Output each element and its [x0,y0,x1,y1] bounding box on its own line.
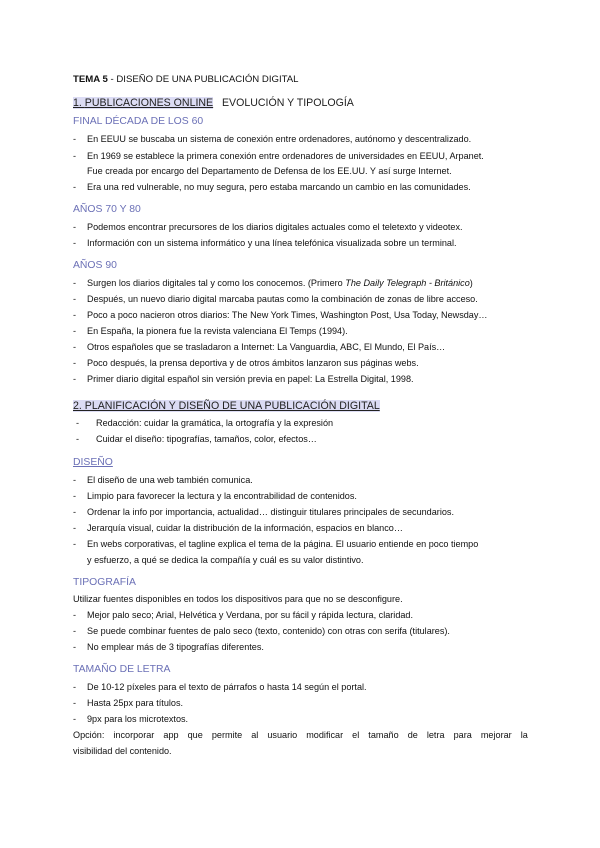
subheading-diseno: DISEÑO [73,457,113,468]
list-item-text: En España, la pionera fue la revista valenciana El Temps (1994). [87,326,348,336]
list-item-text: Cuidar el diseño: tipografías, tamaños, color, efectos… [96,434,317,444]
option-word: letra [426,730,445,740]
option-word: incorporar [113,730,155,740]
list-item-text: Limpio para favorecer la lectura y la encontrabilidad de contenidos. [87,491,357,501]
paragraph: Utilizar fuentes disponibles en todos los dispositivos para que no se desconfigure. [73,594,403,604]
list-item-text: Otros españoles que se trasladaron a Internet: La Vanguardia, ABC, El Mundo, El País… [87,342,446,352]
section-1-number: 1. [73,97,85,109]
bullet-dash: - [76,418,80,428]
option-word: tamaño [368,730,399,740]
list-item-text: En webs corporativas, el tagline explica el tema de la página. El usuario entiende en poco tiempo [87,539,479,549]
subheading-tipografia: TIPOGRAFÍA [73,577,136,588]
option-word: la [520,730,528,740]
bullet-dash: - [76,434,80,444]
section-heading-1 [73,97,354,109]
bullet-dash: - [73,539,77,549]
section-heading-2 [73,400,380,412]
list-item-text: Poco después, la prensa deportiva y de otros ámbitos lanzaron sus páginas webs. [87,358,419,368]
section-1-subtitle: EVOLUCIÓN Y TIPOLOGÍA [213,97,354,109]
bullet-dash: - [73,626,77,636]
list-item-text: No emplear más de 3 tipografías diferentes. [87,642,264,652]
page-title [73,74,299,85]
bullet-dash: - [73,151,77,161]
list-item-text: Poco a poco nacieron otros diarios: The New York Times, Washington Post, Usa Today, Newsday… [87,310,488,320]
bullet-dash: - [73,374,77,384]
subheading-90s: AÑOS 90 [73,260,117,271]
section-1-highlight [73,97,213,109]
list-item-text: Jerarquía visual, cuidar la distribución de la información, espacios en blanco… [87,523,403,533]
list-item-text: En 1969 se establece la primera conexión entre ordenadores de universidades en EEUU, Arpanet. [87,151,484,161]
bullet-dash: - [73,182,77,192]
list-item-text: Ordenar la info por importancia, actualidad… distinguir titulares principales de secundarios. [87,507,454,517]
bullet-dash: - [73,475,77,485]
list-item-text: 9px para los microtextos. [87,714,189,724]
option-word: mejorar [480,730,512,740]
list-item-text: En EEUU se buscaba un sistema de conexión entre ordenadores, autónomo y descentralizado. [87,134,472,144]
list-item-text: Podemos encontrar precursores de los diarios digitales actuales como el teletexto y videotex. [87,222,463,232]
option-word: de [407,730,418,740]
list-item-text: Se puede combinar fuentes de palo seco (texto, contenido) con otras con serifa (titulares). [87,626,450,636]
section-1-label: PUBLICACIONES ONLINE [84,97,214,109]
bullet-dash: - [73,238,77,248]
option-word: para [453,730,472,740]
title-rest: - DISEÑO DE UNA PUBLICACIÓN DIGITAL [107,74,299,85]
bullet-dash: - [73,642,77,652]
list-item-text: Mejor palo seco; Arial, Helvética y Verdana, por su fácil y rápida lectura, claridad. [87,610,414,620]
option-word: permite [211,730,243,740]
list-item-continuation: y esfuerzo, a qué se dedica la compañía y cuál es su valor distintivo. [87,555,364,565]
option-paragraph [73,730,528,740]
bullet-dash: - [73,134,77,144]
list-item-text: Era una red vulnerable, no muy segura, pero estaba marcando un cambio en las comunidades. [87,182,471,192]
bullet-dash: - [73,523,77,533]
subheading-60s: FINAL DÉCADA DE LOS 60 [73,116,204,127]
subheading-70s-80s: AÑOS 70 Y 80 [73,204,141,215]
bullet-dash: - [73,310,77,320]
list-item-text: Después, un nuevo diario digital marcaba pautas como la combinación de zonas de libre acceso. [87,294,478,304]
list-item-text: Información con un sistema informático y una línea telefónica visualizada sobre un terminal. [87,238,457,248]
item-text-italic: The Daily Telegraph - Británico [345,278,470,288]
paragraph-continuation: visibilidad del contenido. [73,746,172,756]
bullet-dash: - [73,610,77,620]
bullet-dash: - [73,358,77,368]
list-item-text: Redacción: cuidar la gramática, la ortografía y la expresión [96,418,334,428]
title-bold: TEMA 5 [73,74,108,85]
bullet-dash: - [73,491,77,501]
bullet-dash: - [73,294,77,304]
option-word: app [163,730,179,740]
item-text-post: ) [469,278,473,288]
bullet-dash: - [73,278,77,288]
subheading-tamano: TAMAÑO DE LETRA [73,664,171,675]
option-word: que [187,730,203,740]
bullet-dash: - [73,222,77,232]
bullet-dash: - [73,507,77,517]
bullet-dash: - [73,342,77,352]
bullet-dash: - [73,698,77,708]
list-item-text: El diseño de una web también comunica. [87,475,253,485]
bullet-dash: - [73,714,77,724]
option-word: Opción: [73,730,105,740]
section-2-label: 2. PLANIFICACIÓN Y DISEÑO DE UNA PUBLICACIÓN DIGITAL [73,400,380,412]
list-item-text: Hasta 25px para títulos. [87,698,184,708]
bullet-dash: - [73,326,77,336]
list-item-text: De 10-12 píxeles para el texto de párrafos o hasta 14 según el portal. [87,682,367,692]
option-word: al [251,730,259,740]
list-item-text [87,278,473,288]
item-text-pre: Surgen los diarios digitales tal y como los conocemos. (Primero [87,278,346,288]
list-item-continuation: Fue creada por encargo del Departamento de Defensa de los EE.UU. Y así surge Internet. [87,166,452,176]
option-word: el [352,730,360,740]
option-word: usuario [267,730,298,740]
option-word: modificar [306,730,344,740]
bullet-dash: - [73,682,77,692]
list-item-text: Primer diario digital español sin versión previa en papel: La Estrella Digital, 1998. [87,374,414,384]
